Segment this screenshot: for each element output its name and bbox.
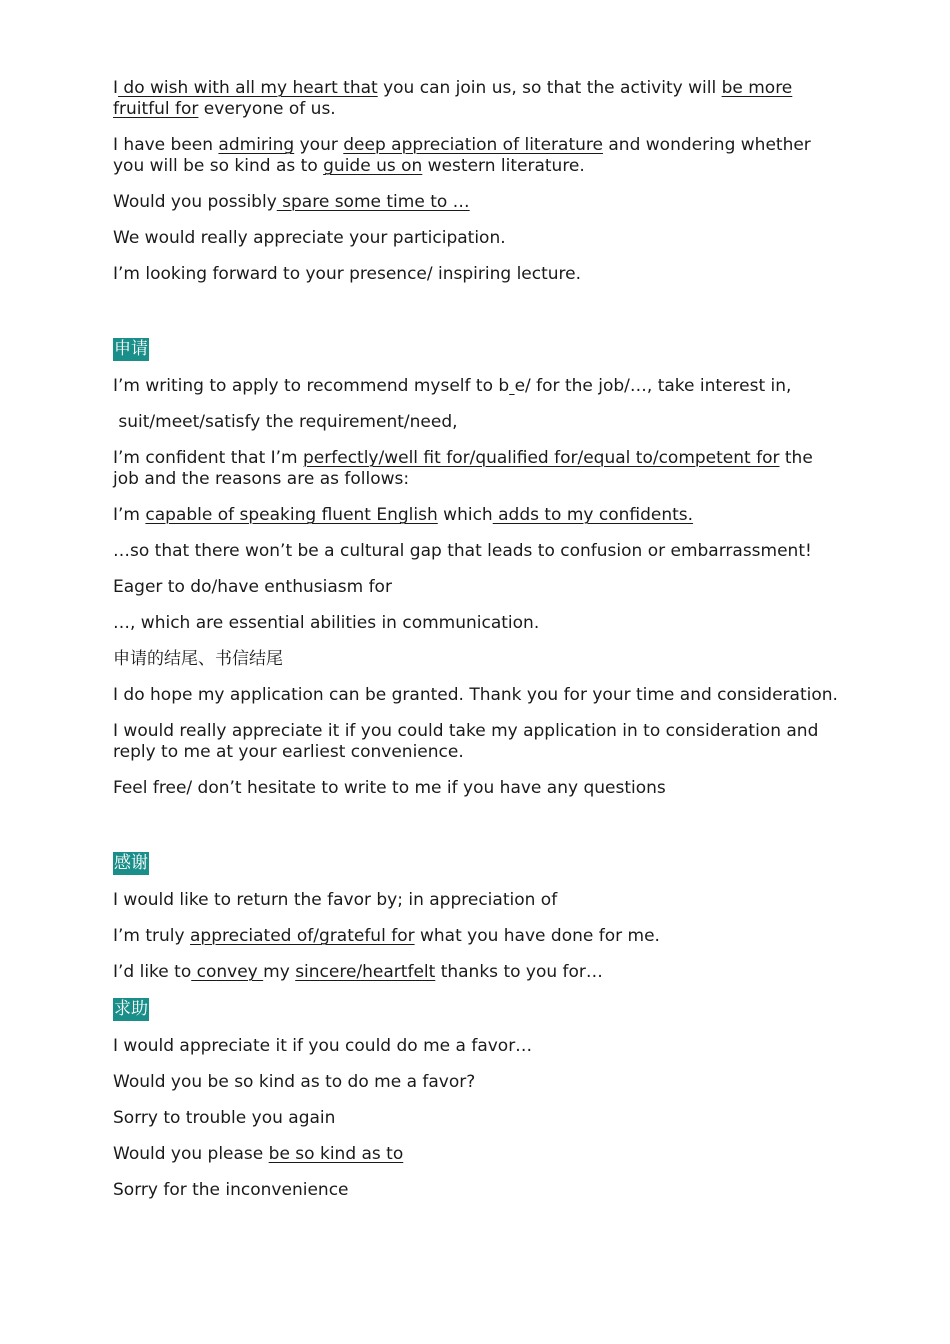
apply-heading-row <box>113 338 843 361</box>
thanks-heading-row <box>113 852 843 875</box>
text-run: your <box>294 135 344 155</box>
invite-paragraph-3 <box>113 192 843 213</box>
invite-paragraph-4: We would really appreciate your participation. <box>113 228 506 248</box>
text-run: Would you possibly <box>113 192 277 212</box>
text-run: I <box>113 78 119 98</box>
document-page <box>113 78 843 1216</box>
text-run: I’d like to <box>113 962 192 982</box>
help-paragraph-5: Sorry for the inconvenience <box>113 1180 349 1200</box>
text-run: I’m <box>113 505 146 525</box>
text-run: my <box>263 962 296 982</box>
invite-paragraph-1 <box>113 78 843 120</box>
thanks-paragraph-3 <box>113 962 843 983</box>
text-run: everyone of us. <box>198 99 336 119</box>
underlined-phrase: admiring <box>218 135 295 155</box>
underlined-phrase: capable of speaking fluent English <box>145 505 438 525</box>
apply-paragraph-1 <box>113 376 843 397</box>
text-run: I’m writing to apply to recommend myself to b <box>113 376 510 396</box>
apply-paragraph-10: Feel free/ don’t hesitate to write to me if you have any questions <box>113 778 666 798</box>
underlined-phrase: sincere/heartfelt <box>295 962 436 982</box>
help-paragraph-3: Sorry to trouble you again <box>113 1108 336 1128</box>
apply-paragraph-8: I do hope my application can be granted. Thank you for your time and consideration. <box>113 685 838 705</box>
apply-paragraph-2: suit/meet/satisfy the requirement/need, <box>113 412 458 432</box>
text-run: I’m confident that I’m <box>113 448 304 468</box>
thanks-paragraph-2 <box>113 926 843 947</box>
help-paragraph-4 <box>113 1144 843 1165</box>
apply-paragraph-4 <box>113 505 843 526</box>
apply-paragraph-5: …so that there won’t be a cultural gap that leads to confusion or embarrassment! <box>113 541 812 561</box>
text-run: and wondering whether you will be so kind as to <box>113 135 811 176</box>
invite-paragraph-2 <box>113 135 843 177</box>
underlined-phrase: appreciated of/grateful for <box>190 926 415 946</box>
apply-paragraph-7: …, which are essential abilities in communication. <box>113 613 540 633</box>
text-run: Would you please <box>113 1144 269 1164</box>
text-run: western literature. <box>422 156 585 176</box>
underlined-phrase: deep appreciation of literature <box>343 135 603 155</box>
underlined-phrase: guide us on <box>323 156 423 176</box>
text-run: thanks to you for… <box>435 962 603 982</box>
apply-paragraph-9: I would really appreciate it if you could take my application in to consideration and reply to me at your earliest convenience. <box>113 721 819 762</box>
text-run: I have been <box>113 135 219 155</box>
text-run: which <box>437 505 493 525</box>
invite-paragraph-5: I’m looking forward to your presence/ inspiring lecture. <box>113 264 582 284</box>
help-paragraph-1: I would appreciate it if you could do me a favor… <box>113 1036 533 1056</box>
apply-heading: 申请 <box>114 339 148 359</box>
underlined-phrase: convey <box>191 962 264 982</box>
underlined-phrase: adds to my confidents. <box>492 505 694 525</box>
spacer <box>113 814 843 852</box>
help-paragraph-2: Would you be so kind as to do me a favor? <box>113 1072 476 1092</box>
text-run: what you have done for me. <box>414 926 660 946</box>
underlined-phrase: do wish with all my heart that <box>118 78 378 98</box>
apply-closing-subheading: 申请的结尾、书信结尾 <box>113 649 283 669</box>
help-heading: 求助 <box>114 999 148 1019</box>
underlined-phrase: spare some time to … <box>276 192 470 212</box>
underlined-phrase: be so kind as to <box>268 1144 404 1164</box>
thanks-heading: 感谢 <box>114 853 148 873</box>
thanks-paragraph-1: I would like to return the favor by; in appreciation of <box>113 890 558 910</box>
help-heading-row <box>113 998 843 1021</box>
text-run: e/ for the job/…, take interest in, <box>514 376 792 396</box>
apply-paragraph-6: Eager to do/have enthusiasm for <box>113 577 392 597</box>
spacer <box>113 300 843 338</box>
text-run: you can join us, so that the activity will <box>377 78 722 98</box>
apply-paragraph-3 <box>113 448 843 490</box>
text-run: the job and the reasons are as follows: <box>113 448 813 489</box>
underlined-phrase: be more fruitful for <box>113 78 793 119</box>
text-run: I’m truly <box>113 926 190 946</box>
underlined-phrase: perfectly/well fit for/qualified for/equal to/competent for <box>303 448 780 468</box>
